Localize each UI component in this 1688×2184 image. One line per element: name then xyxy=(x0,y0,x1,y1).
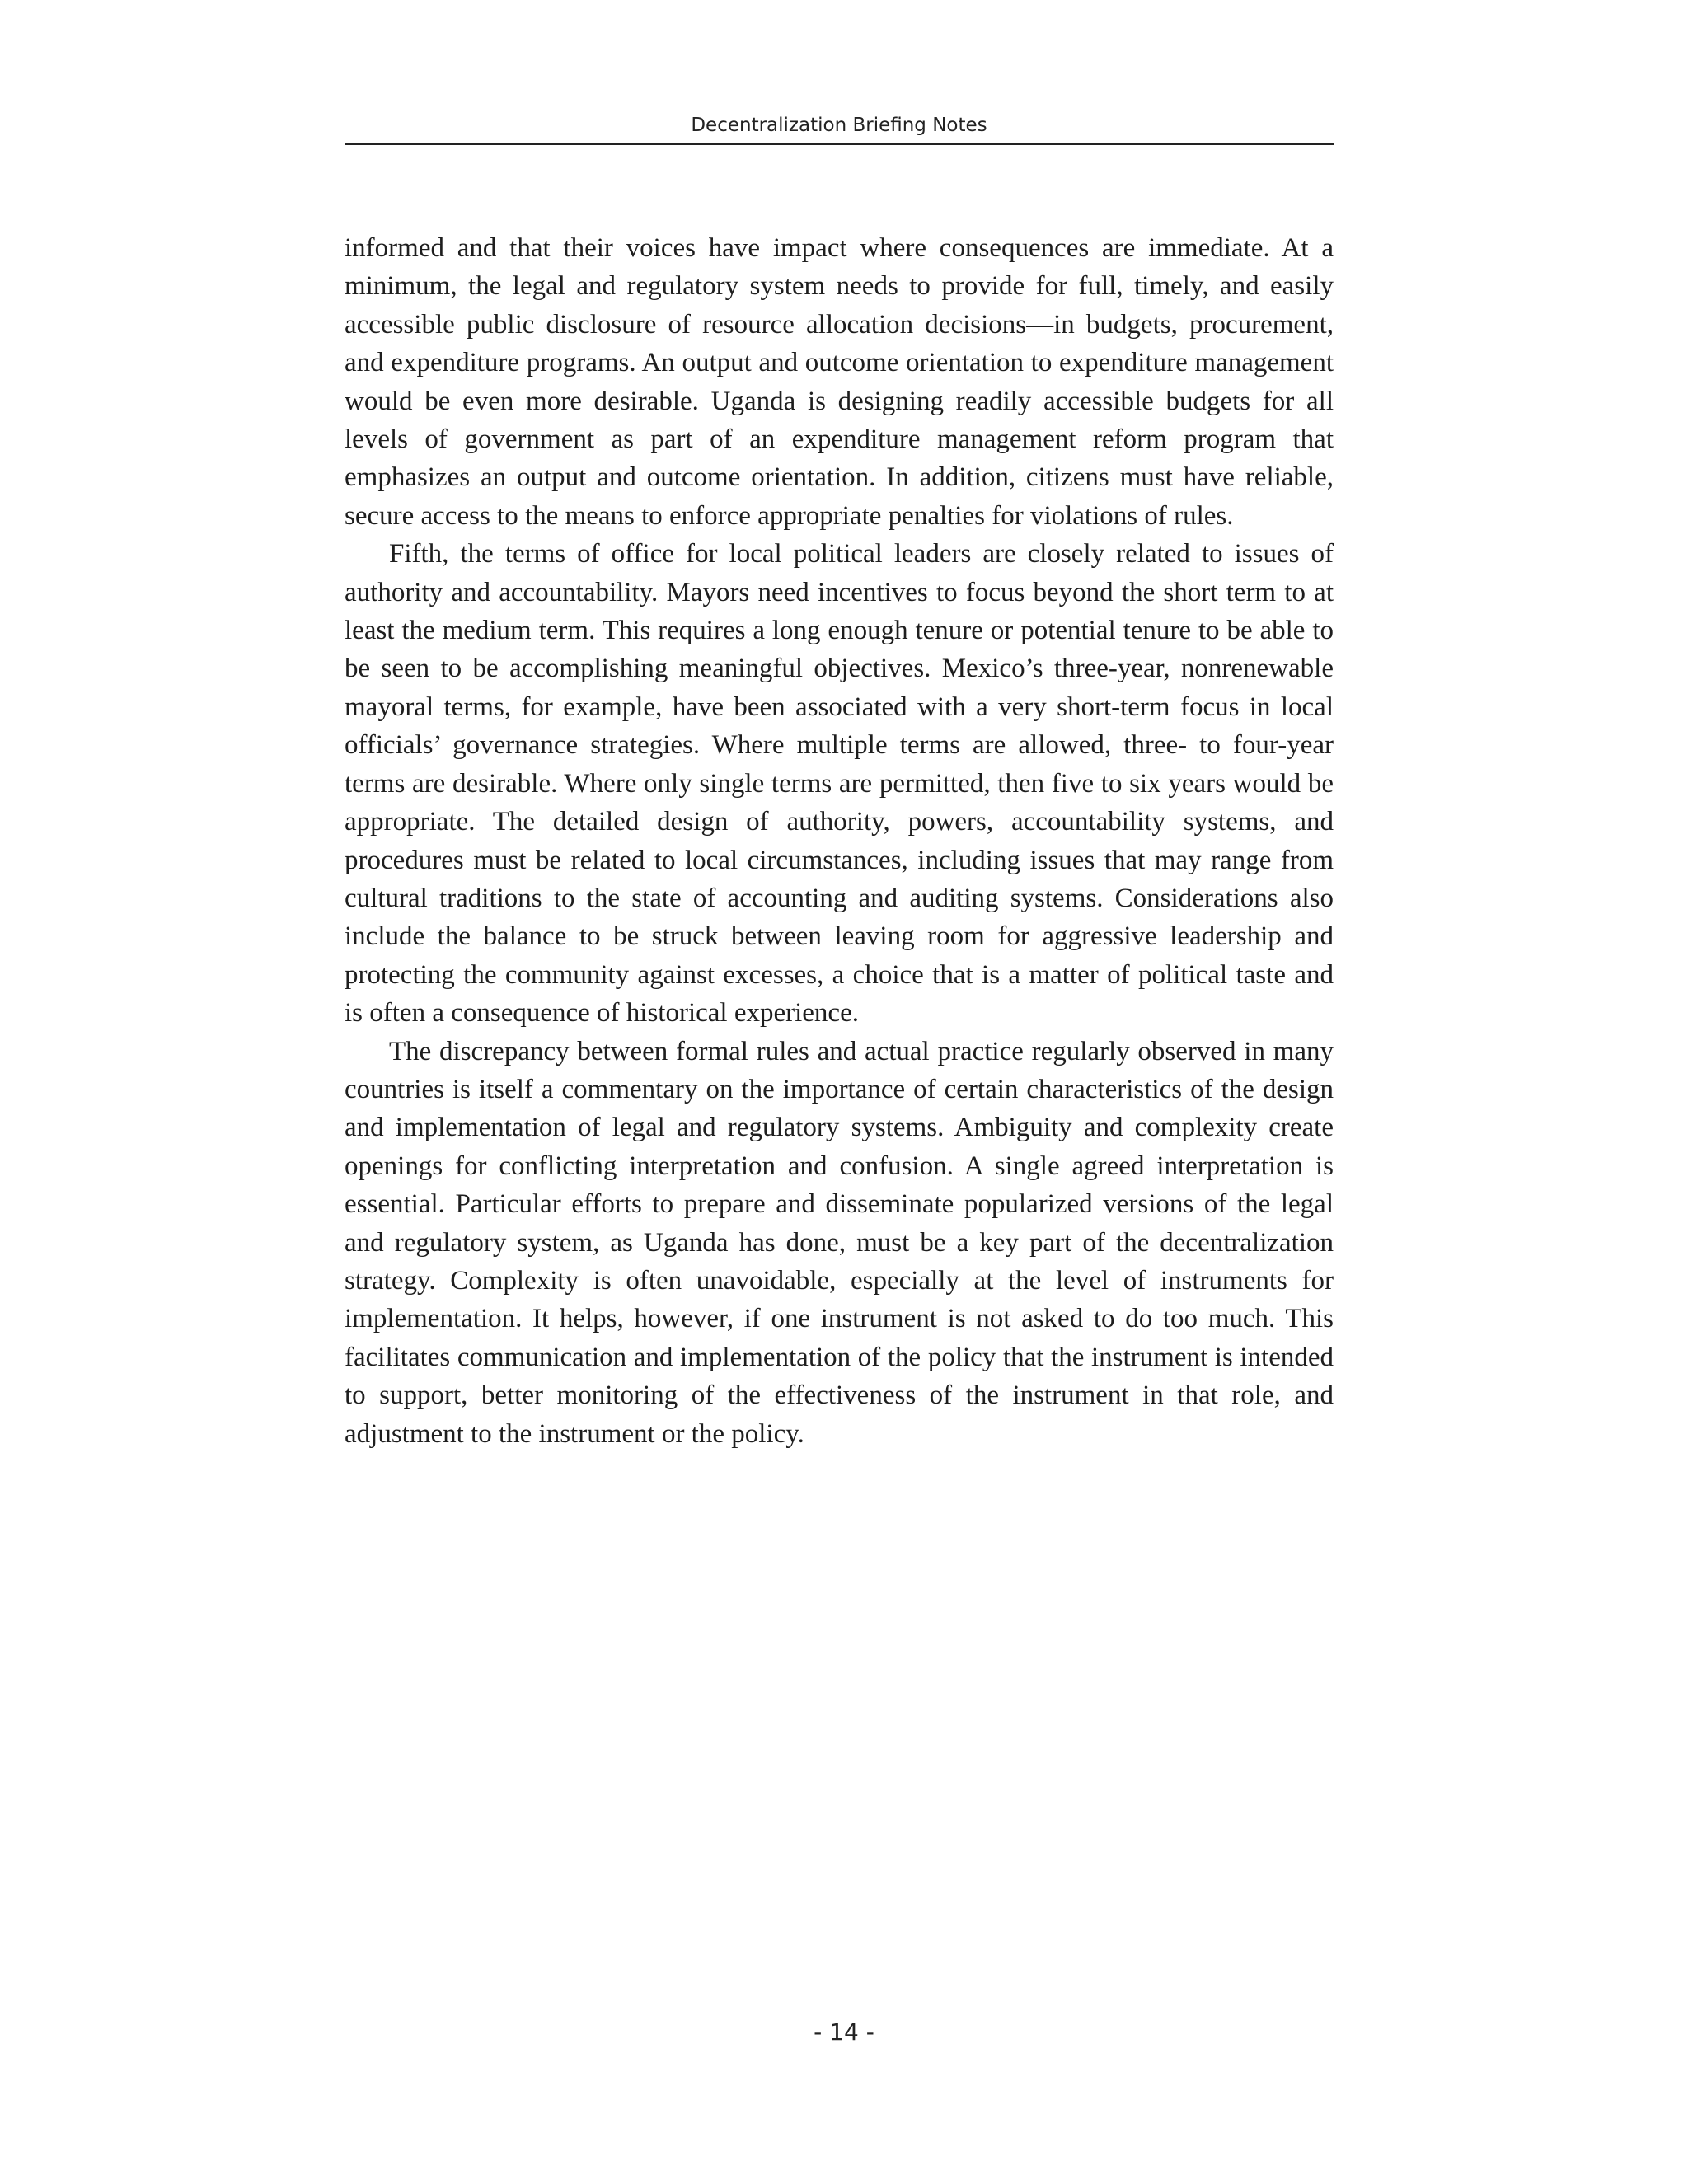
paragraph-terms-of-office: Fifth, the terms of office for local political leaders are closely related to issues of authority and accountability. Mayors need incentives to focus beyond the short term to at least the medium term. This requires a long enough tenure or potential tenure to be able to be seen to be accomplishing meaningful objectives. Mexico’s three-year, nonrenewable mayoral terms, for example, have been associated with a very short-term focus in local officials’ governance strategies. Where multiple terms are allowed, three- to four-year terms are desirable. Where only single terms are permitted, then five to six years would be appropriate. The detailed design of authority, powers, accountability systems, and procedures must be related to local circumstances, including issues that may range from cultural traditions to the state of accounting and auditing systems. Considerations also include the balance to be struck between leaving room for aggressive leadership and protecting the community against excesses, a choice that is a matter of political taste and is often a consequence of historical experience. xyxy=(345,539,1334,1029)
paragraph-formal-rules: The discrepancy between formal rules and actual practice regularly observed in many countries is itself a commentary on the importance of certain characteristics of the design and implementation of legal and regulatory systems. Ambiguity and complexity create openings for conflicting interpretation and confusion. A single agreed interpretation is essential. Particular efforts to prepare and disseminate popularized versions of the legal and regulatory system, as Uganda has done, must be a key part of the decentralization strategy. Complexity is often unavoidable, especially at the level of instruments for implementation. It helps, however, if one instrument is not asked to do too much. This facilitates communication and implementation of the policy that the instrument is intended to support, better monitoring of the effectiveness of the instrument in that role, and adjustment to the instrument or the policy. xyxy=(345,1036,1334,1449)
running-header: Decentralization Briefing Notes xyxy=(345,109,1334,145)
body-text xyxy=(345,229,1334,1453)
page-number: - 14 - xyxy=(814,2018,874,2046)
paragraph-continued: informed and that their voices have impact where consequences are immediate. At a minimum, the legal and regulatory system needs to provide for full, timely, and easily accessible public disclosure of resource allocation decisions—in budgets, procurement, and expenditure programs. An output and outcome orientation to expenditure management would be even more desirable. Uganda is designing readily accessible budgets for all levels of government as part of an expenditure management reform program that emphasizes an output and outcome orientation. In addition, citizens must have reliable, secure access to the means to enforce appropriate penalties for violations of rules. xyxy=(345,233,1334,531)
